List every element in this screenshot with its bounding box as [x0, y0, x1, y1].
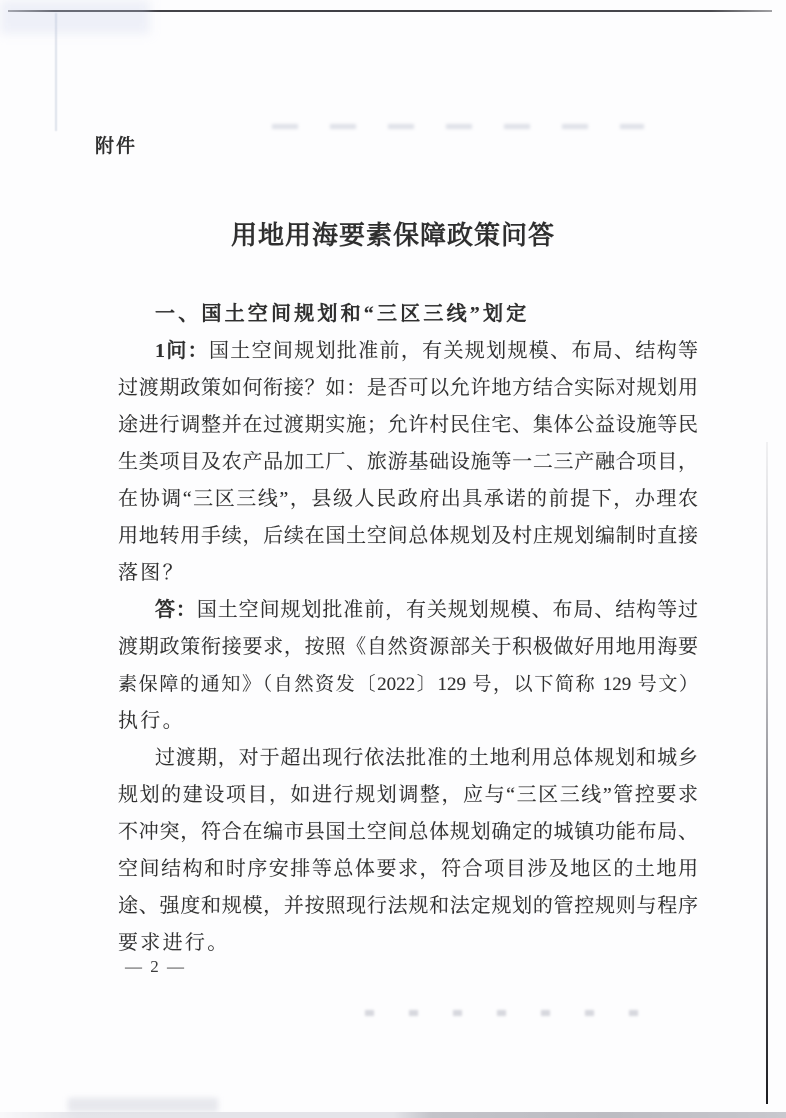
- answer-first-line-text: 国土空间规划批准前，有关规划规模、布局、结构等过: [196, 599, 699, 621]
- answer-last-line: 执行。: [118, 710, 185, 732]
- question-number-label: 1问：: [155, 340, 209, 362]
- scan-artifact-bleed-marks: [365, 1010, 650, 1016]
- question-line: 途进行调整并在过渡期实施；允许村民住宅、集体公益设施等民: [118, 414, 698, 436]
- answer-para2-line: 过渡期，对于超出现行依法批准的土地利用总体规划和城乡: [155, 747, 698, 769]
- answer-line: 渡期政策衔接要求，按照《自然资源部关于积极做好用地用海要: [118, 636, 698, 658]
- answer-line: 素保障的通知》（自然资发〔2022〕129 号，以下简称 129 号文）: [118, 674, 698, 695]
- question-first-line-text: 国土空间规划批准前，有关规划规模、布局、结构等: [208, 340, 699, 362]
- scan-artifact-bottom-left-smudge: [68, 1098, 218, 1112]
- question-line: 过渡期政策如何衔接？如：是否可以允许地方结合实际对规划用: [118, 377, 698, 399]
- document-title: 用地用海要素保障政策问答: [230, 221, 555, 250]
- scan-artifact-top-smudge: [272, 124, 644, 129]
- scan-artifact-corner-tint: [0, 0, 150, 34]
- answer-label: 答：: [155, 599, 197, 621]
- answer-para2-line: 不冲突，符合在编市县国土空间总体规划确定的城镇功能布局、: [118, 821, 698, 843]
- answer-para2-line: 途、强度和规模，并按照现行法规和法定规划的管控规则与程序: [118, 895, 698, 917]
- section-heading: 一、国土空间规划和“三区三线”划定: [155, 303, 530, 325]
- answer-first-line: [118, 592, 698, 629]
- question-line: 用地转用手续，后续在国土空间总体规划及村庄规划编制时直接: [118, 525, 698, 547]
- question-first-line: [118, 333, 698, 370]
- attachment-label: 附件: [95, 136, 138, 157]
- question-line: 在协调“三区三线”，县级人民政府出具承诺的前提下，办理农: [118, 488, 698, 510]
- page-number: — 2 —: [125, 957, 186, 976]
- document-body: [118, 296, 698, 962]
- scan-artifact-bottom-edge: [0, 1112, 786, 1118]
- question-last-line: 落图？: [118, 562, 185, 584]
- scan-artifact-left-crease: [55, 13, 57, 131]
- answer-para2-line: 空间结构和时序安排等总体要求，符合项目涉及地区的土地用: [118, 858, 698, 880]
- scan-artifact-right-edge-line: [766, 442, 768, 1104]
- scan-artifact-top-line: [8, 10, 772, 12]
- question-line: 生类项目及农产品加工厂、旅游基础设施等一二三产融合项目，: [118, 451, 698, 473]
- answer-para2-last-line: 要求进行。: [118, 932, 230, 954]
- answer-para2-line: 规划的建设项目，如进行规划调整，应与“三区三线”管控要求: [118, 784, 698, 806]
